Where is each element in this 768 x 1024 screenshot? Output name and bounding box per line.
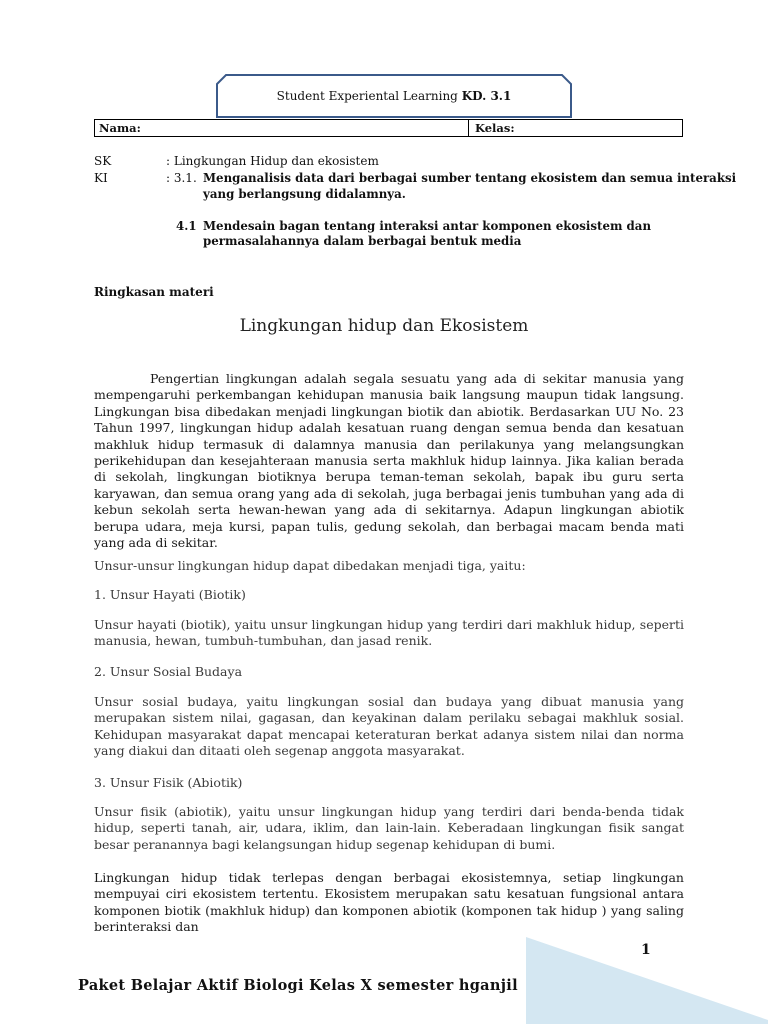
paragraph-social: Unsur sosial budaya, yaitu lingkungan sosial dan budaya yang dibuat manusia yang merupakan sistem nilai, gagasan, dan keyakinan dalam perilaku sebagai makhluk sosial. Kehidupan masyarakat dapat mencapai keteraturan berkat adanya sistem nilai dan norma yang diakui dan ditaati oleh segenap anggota masyarakat. — [94, 694, 684, 759]
kd41-line-1: Mendesain bagan tentang interaksi antar komponen ekosistem dan — [203, 219, 652, 233]
kd41-number: 4.1 — [176, 219, 197, 233]
name-label: Nama: — [99, 121, 141, 135]
heading-social: 2. Unsur Sosial Budaya — [94, 664, 243, 679]
page-title: Lingkungan hidup dan Ekosistem — [239, 316, 529, 336]
paragraph-biotic: Unsur hayati (biotik), yaitu unsur lingkungan hidup yang terdiri dari makhluk hidup, seperti manusia, hewan, tumbuh-tumbuhan, dan jasad renik. — [94, 617, 684, 649]
kd41-line-2: permasalahannya dalam berbagai bentuk media — [203, 234, 522, 248]
class-label: Kelas: — [475, 121, 515, 135]
header-tab — [216, 74, 572, 118]
sk-value: : Lingkungan Hidup dan ekosistem — [166, 154, 379, 168]
paragraph-abiotic: Unsur fisik (abiotik), yaitu unsur lingkungan hidup yang terdiri dari benda-benda tidak hidup, seperti tanah, air, udara, iklim, dan lain-lain. Keberadaan lingkungan fisik sangat besar peranannya bagi kelangsungan hidup segenap kehidupan di bumi. — [94, 804, 684, 852]
heading-biotic: 1. Unsur Hayati (Biotik) — [94, 587, 246, 602]
paragraph-elements-intro: Unsur-unsur lingkungan hidup dapat dibedakan menjadi tiga, yaitu: — [94, 558, 526, 573]
summary-heading: Ringkasan materi — [94, 285, 214, 299]
page-number: 1 — [641, 942, 651, 958]
sk-row — [94, 154, 111, 169]
header-tab-code: KD. 3.1 — [461, 89, 512, 103]
name-class-divider — [468, 120, 469, 136]
header-tab-title: Student Experiental Learning — [276, 89, 458, 103]
name-class-bar — [94, 119, 683, 137]
ki-label: KI — [94, 171, 108, 185]
ki-line-2: yang berlangsung didalamnya. — [203, 187, 406, 201]
paragraph-definition: Pengertian lingkungan adalah segala sesuatu yang ada di sekitar manusia yang mempengaruhi perkembangan kehidupan manusia baik langsung maupun tidak langsung. Lingkungan bisa dibedakan menjadi lingkungan biotik dan abiotik. Berdasarkan UU No. 23 Tahun 1997, lingkungan hidup adalah kesatuan ruang dengan semua benda dan kesatuan makhluk hidup termasuk di dalamnya manusia dan perilakunya yang melangsungkan perikehidupan dan kesejahteraan manusia serta makhluk hidup lainnya. Jika kalian berada di sekolah, lingkungan biotiknya berupa teman-teman sekolah, bapak ibu guru serta karyawan, dan semua orang yang ada di sekolah, juga berbagai jenis tumbuhan yang ada di kebun sekolah serta hewan-hewan yang ada di sekitarnya. Adapun lingkungan abiotik berupa udara, meja kursi, papan tulis, gedung sekolah, dan berbagai macam benda mati yang ada di sekitar. — [94, 371, 684, 551]
sk-label: SK — [94, 154, 112, 168]
header-tab-text — [216, 89, 572, 103]
footer-text: Paket Belajar Aktif Biologi Kelas X semester hganjil — [78, 977, 518, 994]
heading-abiotic: 3. Unsur Fisik (Abiotik) — [94, 775, 243, 790]
ki-line-1: Menganalisis data dari berbagai sumber tentang ekosistem dan semua interaksi — [203, 171, 737, 185]
paragraph-ecosystem: Lingkungan hidup tidak terlepas dengan berbagai ekosistemnya, setiap lingkungan mempuyai ciri ekosistem tertentu. Ekosistem merupakan satu kesatuan fungsional antara komponen biotik (makhluk hidup) dan komponen abiotik (komponen tak hidup ) yang saling berinteraksi dan — [94, 870, 684, 935]
ki-prefix: : 3.1. — [166, 171, 197, 185]
